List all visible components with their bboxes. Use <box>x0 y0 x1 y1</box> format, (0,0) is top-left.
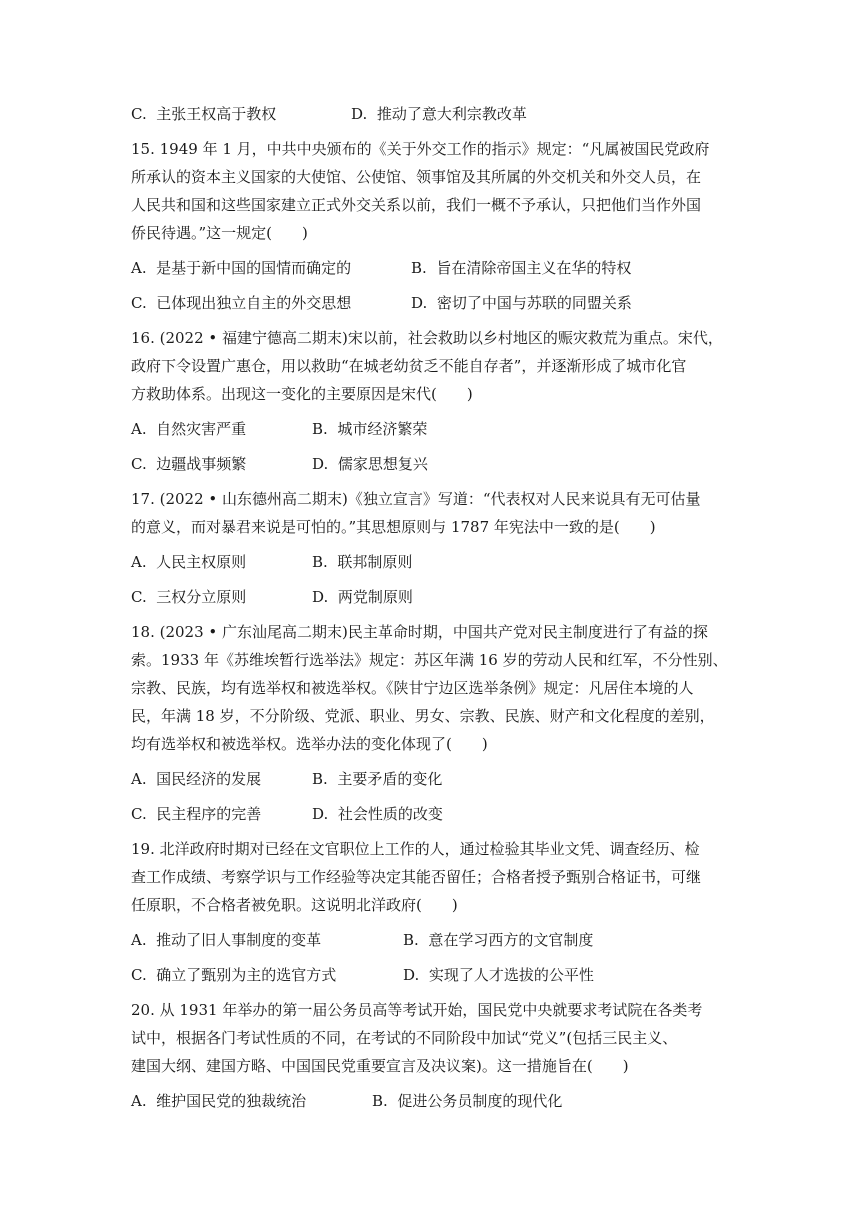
question-19-stem: 19. 北洋政府时期对已经在文官职位上工作的人，通过检验其毕业文凭、调查经历、检 查工作成绩、考察学识与工作经验等决定其能否留任；合格者授予甄别合格证书，可继 任原职，不合格者被免职。这说明北洋政府( ) <box>131 840 702 914</box>
question-18 <box>131 618 731 828</box>
question-16-option-a: A. 自然灾害严重 <box>131 420 247 438</box>
question-16-option-d: D. 儒家思想复兴 <box>312 455 428 473</box>
question-19-options-row-1 <box>131 926 731 954</box>
question-16-option-b: B. 城市经济繁荣 <box>312 420 428 438</box>
q14-option-d: D. 推动了意大利宗教改革 <box>351 105 527 123</box>
question-15-option-d: D. 密切了中国与苏联的同盟关系 <box>411 294 632 312</box>
question-20-stem: 20. 从 1931 年举办的第一届公务员高等考试开始，国民党中央就要求考试院在各类考 试中，根据各门考试性质的不同，在考试的不同阶段中加试“党义”(包括三民主义、 建国大纲、建国方略、中国国民党重要宣言及决议案)。这一措施旨在( ) <box>131 1001 703 1075</box>
question-19 <box>131 835 731 989</box>
question-18-stem: 18. (2023 • 广东汕尾高二期末)民主革命时期，中国共产党对民主制度进行了有益的探 索。1933 年《苏维埃暂行选举法》规定：苏区年满 16 岁的劳动人民和红军，不分性别、 宗教、民族，均有选举权和被选举权。《陕甘宁边区选举条例》规定：凡居住本境的人 民，年满 18 岁，不分阶级、党派、职业、男女、宗教、民族、财产和文化程度的差别， 均有选举权和被选举权。选举办法的变化体现了( ) <box>131 623 728 753</box>
question-18-options-row-1 <box>131 765 731 793</box>
question-16 <box>131 324 731 478</box>
question-20-option-a: A. 维护国民党的独裁统治 <box>131 1092 307 1110</box>
question-20 <box>131 996 731 1115</box>
question-15 <box>131 135 731 317</box>
q14-option-c: C. 主张王权高于教权 <box>131 105 277 123</box>
question-16-options-row-2 <box>131 450 731 478</box>
question-17-option-d: D. 两党制原则 <box>312 588 413 606</box>
question-17 <box>131 485 731 611</box>
q14-options-row-2 <box>131 100 731 128</box>
question-17-option-a: A. 人民主权原则 <box>131 553 247 571</box>
question-15-options-row-1 <box>131 254 731 282</box>
question-18-option-d: D. 社会性质的改变 <box>312 805 443 823</box>
question-19-options-row-2 <box>131 961 731 989</box>
question-17-options-row-1 <box>131 548 731 576</box>
question-17-stem: 17. (2022 • 山东德州高二期末)《独立宣言》写道：“代表权对人民来说具有无可估量 的意义，而对暴君来说是可怕的。”其思想原则与 1787 年宪法中一致的是( ) <box>131 490 701 536</box>
question-17-option-b: B. 联邦制原则 <box>312 553 413 571</box>
question-16-option-c: C. 边疆战事频繁 <box>131 455 247 473</box>
question-20-options-row-1 <box>131 1087 731 1115</box>
question-15-option-c: C. 已体现出独立自主的外交思想 <box>131 294 352 312</box>
question-15-stem: 15. 1949 年 1 月，中共中央颁布的《关于外交工作的指示》规定：“凡属被国民党政府 所承认的资本主义国家的大使馆、公使馆、领事馆及其所属的外交机关和外交人员，在 人民共和国和这些国家建立正式外交关系以前，我们一概不予承认，只把他们当作外国 侨民待遇。”这一规定( ) <box>131 140 710 242</box>
exam-page <box>131 100 731 1122</box>
question-20-option-b: B. 促进公务员制度的现代化 <box>372 1092 563 1110</box>
question-19-option-c: C. 确立了甄别为主的选官方式 <box>131 966 337 984</box>
question-19-option-a: A. 推动了旧人事制度的变革 <box>131 931 322 949</box>
question-15-option-b: B. 旨在清除帝国主义在华的特权 <box>411 259 632 277</box>
question-19-option-b: B. 意在学习西方的文官制度 <box>403 931 594 949</box>
question-18-option-c: C. 民主程序的完善 <box>131 805 262 823</box>
question-18-option-b: B. 主要矛盾的变化 <box>312 770 443 788</box>
question-17-option-c: C. 三权分立原则 <box>131 588 247 606</box>
question-18-options-row-2 <box>131 800 731 828</box>
question-17-options-row-2 <box>131 583 731 611</box>
question-16-stem: 16. (2022 • 福建宁德高二期末)宋以前，社会救助以乡村地区的赈灾救荒为重点。宋代， 政府下令设置广惠仓，用以救助“在城老幼贫乏不能自存者”，并逐渐形成了城市化官 方救助体系。出现这一变化的主要原因是宋代( ) <box>131 329 723 403</box>
question-15-option-a: A. 是基于新中国的国情而确定的 <box>131 259 352 277</box>
question-15-options-row-2 <box>131 289 731 317</box>
question-18-option-a: A. 国民经济的发展 <box>131 770 262 788</box>
question-19-option-d: D. 实现了人才选拔的公平性 <box>403 966 594 984</box>
question-16-options-row-1 <box>131 415 731 443</box>
